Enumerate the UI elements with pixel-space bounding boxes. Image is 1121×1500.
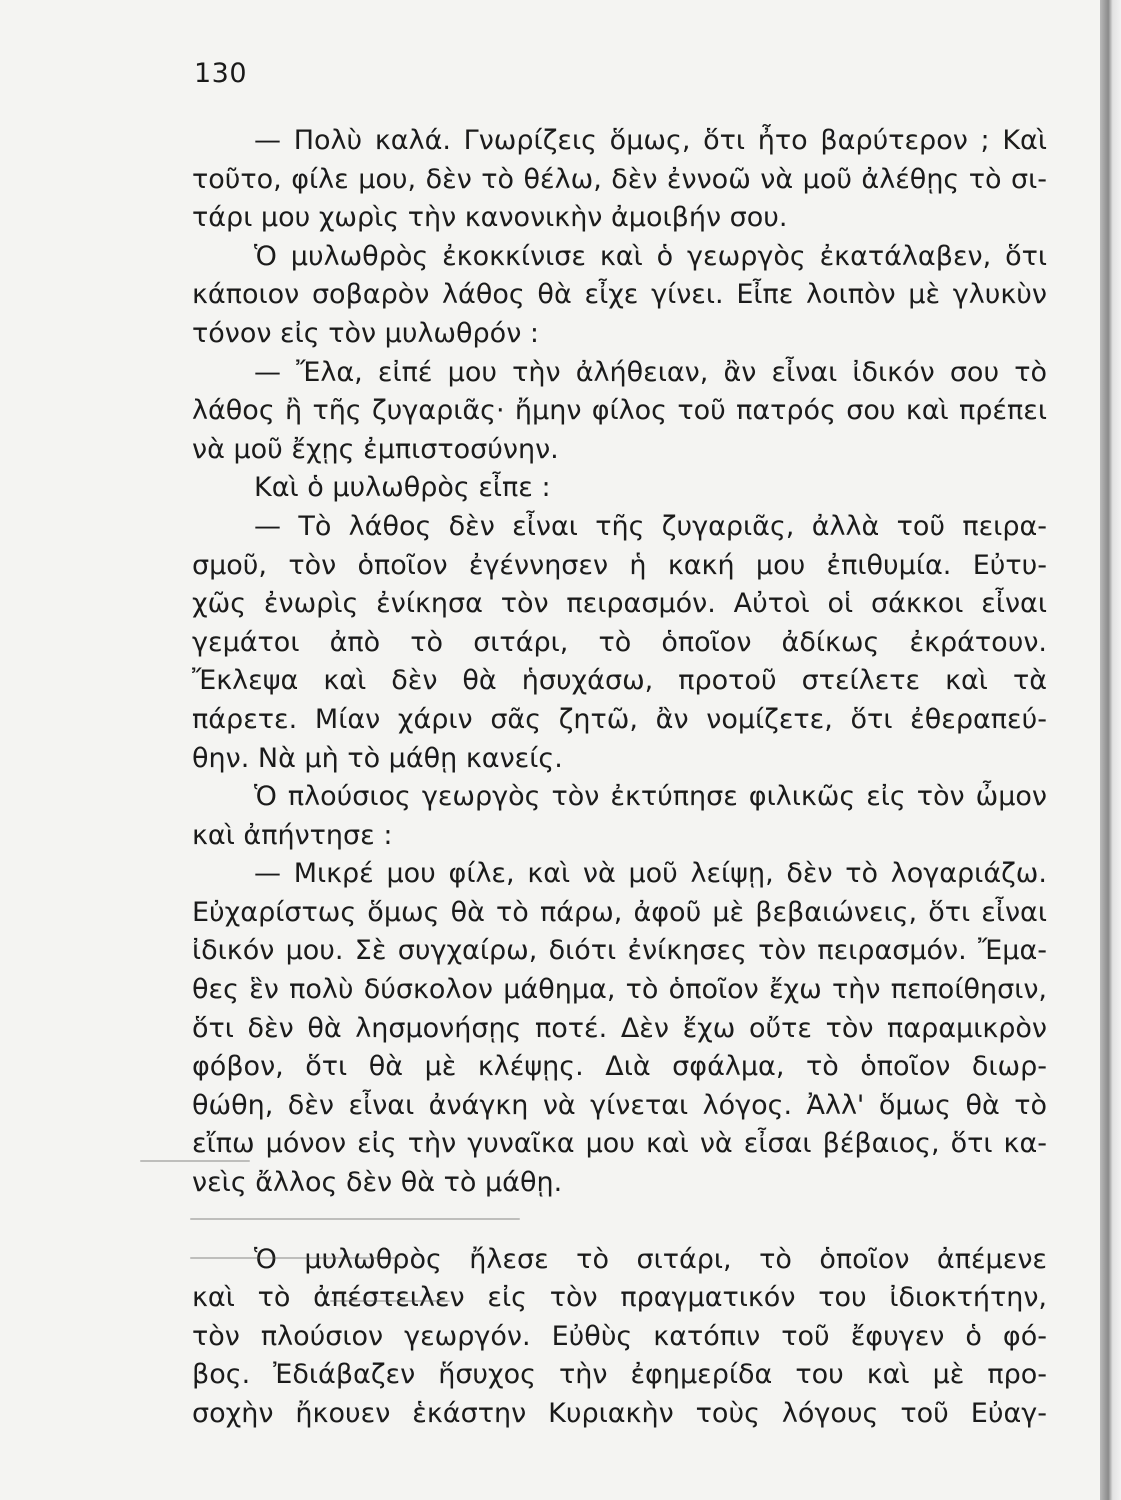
text-line: — Τὸ λάθος δὲν εἶναι τῆς ζυγαριᾶς, ἀλλὰ τοῦ πειρα- [254,510,1047,542]
pencil-mark [330,1300,450,1302]
text-line: γεμάτοι ἀπὸ τὸ σιτάρι, τὸ ὁποῖον ἀδίκως ἐκράτουν. [192,626,1047,658]
text-line: εἴπω μόνον εἰς τὴν γυναῖκα μου καὶ νὰ εἶσαι βέβαιος, ὅτι κα- [192,1128,1047,1160]
text-line: τάρι μου χωρὶς τὴν κανονικὴν ἀμοιβήν σου. [192,202,788,234]
text-line: ὅτι δὲν θὰ λησμονήσῃς ποτέ. Δὲν ἔχω οὔτε τὸν παραμικρὸν [192,1012,1047,1044]
closing-paragraph [192,1241,1047,1434]
text-line: νὰ μοῦ ἔχῃς ἐμπιστοσύνην. [192,433,559,465]
text-line: τόνον εἰς τὸν μυλωθρόν : [192,317,539,349]
text-line: βος. Ἐδιάβαζεν ἥσυχος τὴν ἐφημερίδα του καὶ μὲ προ- [192,1359,1047,1391]
text-line: — Ἔλα, εἰπέ μου τὴν ἀλήθειαν, ἂν εἶναι ἰδικόν σου τὸ [254,356,1047,388]
text-line: — Μικρέ μου φίλε, καὶ νὰ μοῦ λείψῃ, δὲν τὸ λογαριάζω. [254,858,1047,890]
text-line: τοῦτο, φίλε μου, δὲν τὸ θέλω, δὲν ἐννοῶ νὰ μοῦ ἀλέθῃς τὸ σι- [192,163,1047,195]
text-line: — Πολὺ καλά. Γνωρίζεις ὅμως, ὅτι ἦτο βαρύτερον ; Καὶ [254,125,1047,156]
text-line: σμοῦ, τὸν ὁποῖον ἐγέννησεν ἡ κακή μου ἐπιθυμία. Εὐτυ- [192,549,1047,581]
page-number: 130 [194,58,248,89]
text-line: ἰδικόν μου. Σὲ συγχαίρω, διότι ἐνίκησες τὸν πειρασμόν. Ἔμα- [192,935,1047,967]
text-line: τὸν πλούσιον γεωργόν. Εὐθὺς κατόπιν τοῦ ἔφυγεν ὁ φό- [192,1320,1047,1352]
section-gap [192,1203,1047,1241]
text-line: Εὐχαρίστως ὅμως θὰ τὸ πάρω, ἀφοῦ μὲ βεβαιώνεις, ὅτι εἶναι [192,896,1047,928]
pencil-mark [140,1160,250,1162]
text-line: καὶ τὸ ἀπέστειλεν εἰς τὸν πραγματικόν του ἰδιοκτήτην, [192,1282,1047,1314]
pencil-mark [190,1257,400,1259]
text-line: Καὶ ὁ μυλωθρὸς εἶπε : [254,472,551,504]
text-line: Ἔκλεψα καὶ δὲν θὰ ἡσυχάσω, προτοῦ στείλετε καὶ τὰ [192,665,1047,697]
text-line: θες ἓν πολὺ δύσκολον μάθημα, τὸ ὁποῖον ἔχω τὴν πεποίθησιν, [192,974,1047,1006]
pencil-mark [190,1218,520,1220]
text-line: χῶς ἐνωρὶς ἐνίκησα τὸν πειρασμόν. Αὐτοὶ οἱ σάκκοι εἶναι [192,588,1047,620]
text-line: θην. Νὰ μὴ τὸ μάθῃ κανείς. [192,742,563,774]
text-line: καὶ ἀπήντησε : [192,819,393,851]
text-line: πάρετε. Μίαν χάριν σᾶς ζητῶ, ἂν νομίζετε, ὅτι ἐθεραπεύ- [192,703,1047,735]
text-line: Ὁ μυλωθρὸς ἐκοκκίνισε καὶ ὁ γεωργὸς ἐκατάλαβεν, ὅτι [254,240,1047,272]
text-line: νεὶς ἄλλος δὲν θὰ τὸ μάθῃ. [192,1167,563,1199]
text-line: φόβον, ὅτι θὰ μὲ κλέψῃς. Διὰ σφάλμα, τὸ ὁποῖον διωρ- [192,1051,1047,1083]
text-line: Ὁ πλούσιος γεωργὸς τὸν ἐκτύπησε φιλικῶς εἰς τὸν ὦμον [254,781,1047,813]
text-line: Ὁ μυλωθρὸς ἤλεσε τὸ σιτάρι, τὸ ὁποῖον ἀπέμενε [254,1243,1047,1275]
body-text [192,122,1047,1434]
main-paragraphs [192,122,1047,1203]
text-line: σοχὴν ἤκουεν ἑκάστην Κυριακὴν τοὺς λόγους τοῦ Εὐαγ- [192,1398,1047,1429]
text-line: λάθος ἢ τῆς ζυγαριᾶς· ἤμην φίλος τοῦ πατρός σου καὶ πρέπει [192,395,1047,427]
text-line: θώθη, δὲν εἶναι ἀνάγκη νὰ γίνεται λόγος. Ἀλλ' ὅμως θὰ τὸ [192,1089,1047,1121]
page-edge-shadow [1100,0,1121,1500]
text-line: κάποιον σοβαρὸν λάθος θὰ εἶχε γίνει. Εἶπε λοιπὸν μὲ γλυκὺν [192,279,1047,311]
